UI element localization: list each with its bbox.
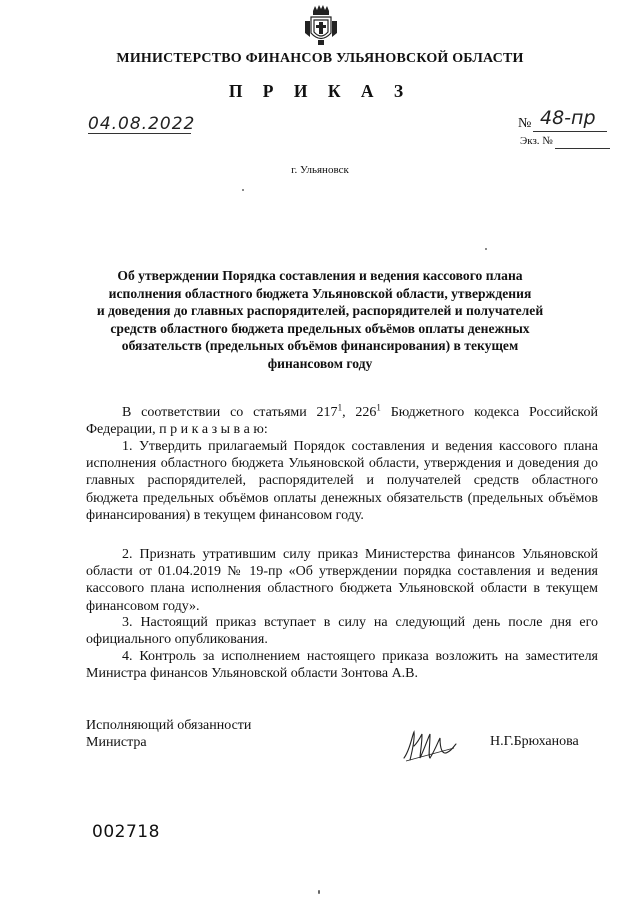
copy-number-underline [555, 148, 610, 149]
order-number-label: № [518, 116, 532, 131]
ministry-name: МИНИСТЕРСТВО ФИНАНСОВ УЛЬЯНОВСКОЙ ОБЛАСТИ [116, 51, 524, 66]
order-number: 48-пр [540, 107, 596, 129]
title-line: обязательств (предельных объёмов финансирования) в текущем [121, 338, 519, 354]
handwritten-signature [400, 728, 460, 764]
coat-of-arms-icon [304, 3, 338, 47]
signer-position [86, 717, 251, 751]
document-type-heading: П Р И К А З [228, 81, 412, 101]
title-line: средств областного бюджета предельных объёмов оплаты денежных [110, 320, 530, 336]
title-line: исполнения областного бюджета Ульяновской области, утверждения [108, 285, 532, 301]
date-underline [88, 133, 191, 134]
order-item-3: 3. Настоящий приказ вступает в силу на следующий день после дня его официального опубликования. [86, 615, 598, 648]
document-title [70, 267, 570, 373]
number-underline [533, 131, 607, 132]
title-line: Об утверждении Порядка составления и ведения кассового плана [117, 268, 523, 283]
title-line: и доведения до главных распорядителей, распорядителей и получателей [96, 303, 544, 319]
scan-speck [485, 248, 487, 250]
order-date: 04.08.2022 [88, 114, 196, 134]
order-item-4: 4. Контроль за исполнением настоящего приказа возложить на заместителя Министра финансов Ульяновской области Зонтова А.В. [86, 649, 598, 682]
title-line: финансовом году [267, 355, 373, 371]
signer-position-line-1: Исполняющий обязанности [86, 718, 252, 733]
signer-position-line-2: Министра [86, 735, 147, 750]
copy-number-label: Экз. № [520, 135, 553, 147]
preamble-paragraph: В соответствии со статьями $217^1$, $226^1$ Бюджетного кодекса Российской Федерации, п р и к а з ы в а ю: [86, 402, 598, 438]
scan-speck [318, 890, 320, 894]
order-item-2: 2. Признать утратившим силу приказ Министерства финансов Ульяновской области от 01.04.2019 № 19-пр «Об утверждении порядка составления и ведения кассового плана исполнения областного бюджета Ульяновской области в текущем финансовом году». [86, 547, 598, 614]
scan-speck [242, 189, 244, 191]
order-item-1: 1. Утвердить прилагаемый Порядок составления и ведения кассового плана исполнения областного бюджета Ульяновской области, утверждения и доведения до главных распорядителей, распорядителей и получателей средств областного бюджета предельных объёмов оплаты денежных обязательств (предельных объёмов финансирования) в текущем финансовом году. [86, 439, 598, 523]
signer-name: Н.Г.Брюханова [490, 734, 579, 749]
city: г. Ульяновск [291, 164, 349, 176]
registration-stamp-number: 002718 [92, 822, 160, 842]
